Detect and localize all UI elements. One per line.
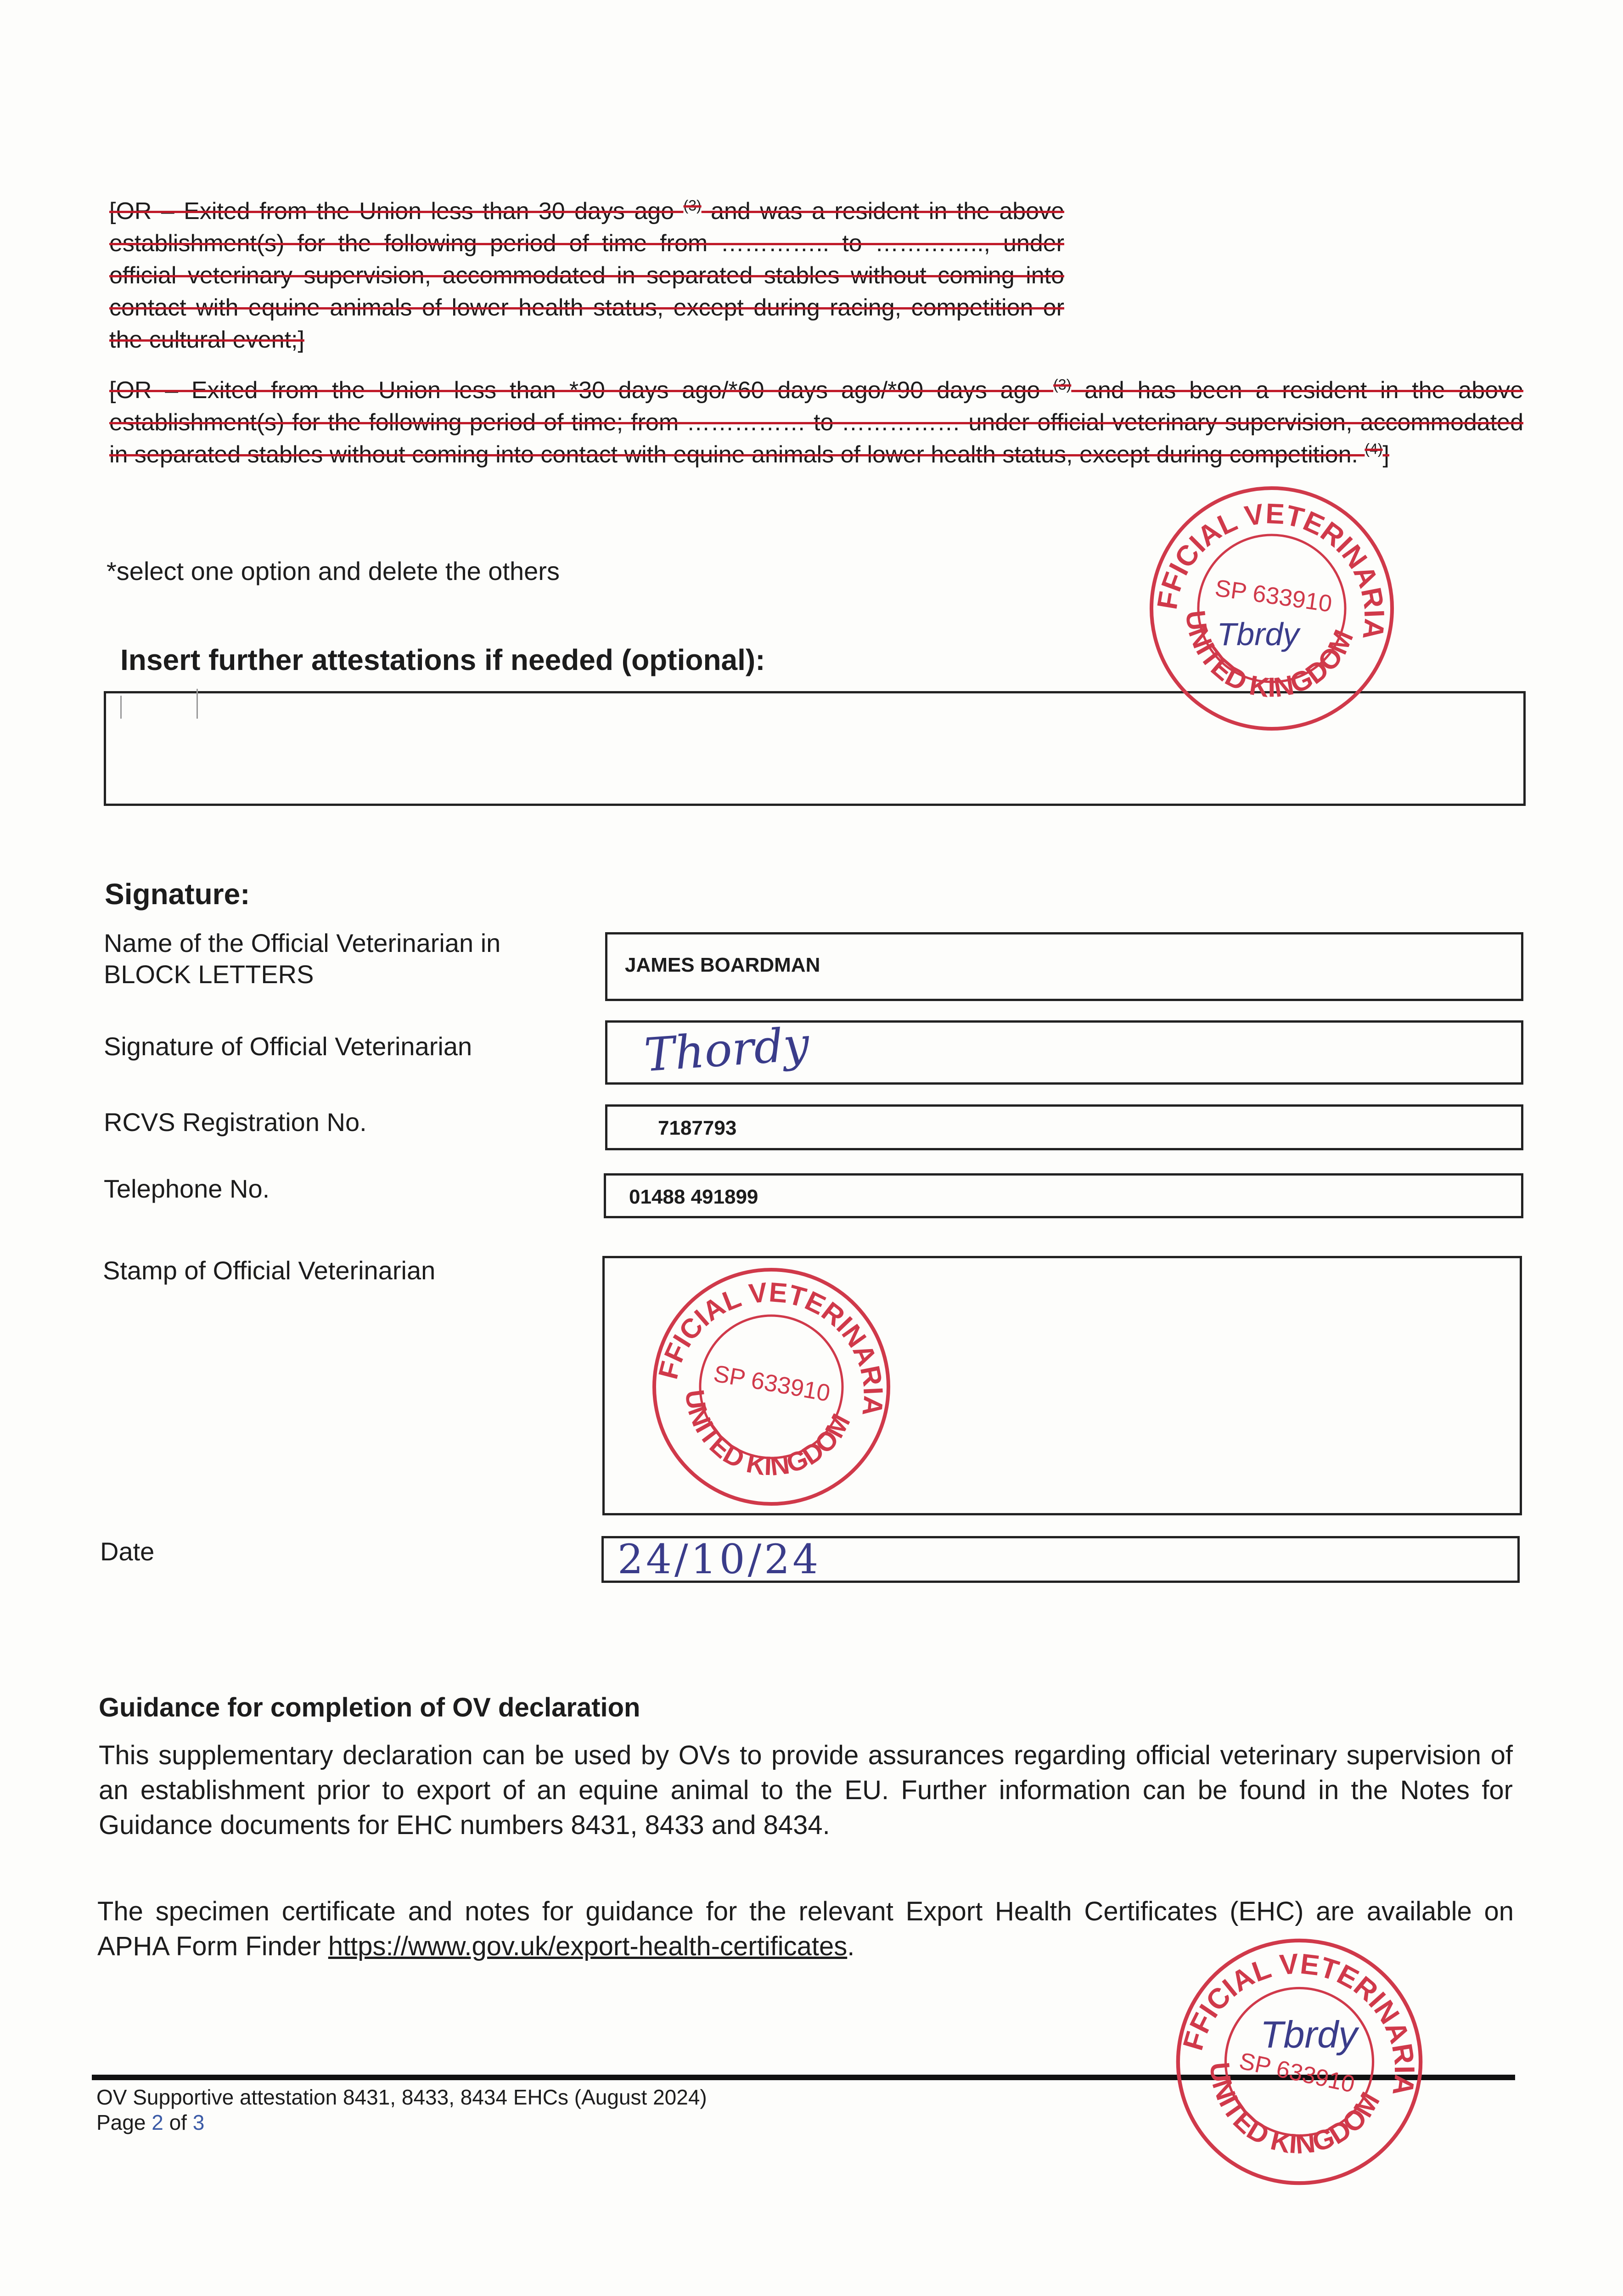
struck-text: [OR – Exited from the Union less than 30 days ago: [109, 198, 684, 225]
struck-text: and was a resident in the above establishment(s) for the following period of time from ………….. to ………….., under official veterinary supervision, accommodated in separated stables without coming into contact with equine animals of lower health status, except during racing, competition or the cultural event;]: [109, 198, 1065, 353]
signature-heading: Signature:: [105, 878, 250, 911]
telephone-field[interactable]: [604, 1173, 1523, 1218]
form-finder-link[interactable]: https://www.gov.uk/export-health-certificates: [328, 1931, 848, 1961]
ov-stamp-box: [643, 1258, 900, 1515]
stamp-label: Stamp of Official Veterinarian: [103, 1256, 436, 1285]
ov-signature-label: Signature of Official Veterinarian: [104, 1032, 472, 1061]
struck-text: and has been a resident in the above establishment(s) for the following period of time; from …………… to …………… under official veterinary supervision, accommodated in separated stables without coming into contact with equine animals of lower health status, except during competition.: [109, 377, 1523, 468]
ov-name-value: JAMES BOARDMAN: [625, 954, 820, 976]
struck-text: [OR – Exited from the Union less than *30 days ago/*60 days ago/*90 days ago: [109, 377, 1054, 404]
footer-title: OV Supportive attestation 8431, 8433, 8434 EHCs (August 2024): [96, 2085, 707, 2109]
date-value: 24/10/24: [618, 1536, 821, 1583]
stamp-number: SP 633910: [1213, 574, 1334, 618]
struck-paragraph-30-60-90-days: [109, 374, 1523, 471]
stamp-bottom-text: UNITED KINGDOM: [1179, 608, 1359, 703]
rcvs-field[interactable]: [605, 1104, 1523, 1150]
text-cursor-mark: [197, 689, 198, 719]
ov-name-field[interactable]: [605, 932, 1523, 1001]
telephone-label: Telephone No.: [104, 1174, 270, 1203]
text-cursor-mark: [120, 696, 122, 719]
stamp-top-text: OFFICIAL VETERINARIAN: [652, 1276, 889, 1418]
stamp-bottom-text: UNITED KINGDOM: [1204, 2061, 1386, 2160]
date-field[interactable]: [601, 1536, 1520, 1583]
guidance-text: .: [847, 1931, 855, 1961]
struck-paragraph-30-days: [109, 195, 1064, 356]
date-label: Date: [100, 1537, 155, 1566]
further-attestations-heading: Insert further attestations if needed (optional):: [120, 643, 765, 676]
stamp-number: SP 633910: [1237, 2047, 1357, 2098]
rcvs-value: 7187793: [658, 1117, 737, 1139]
ov-stamp-footer: [1166, 1929, 1432, 2195]
stamp-top-text: OFFICIAL VETERINARIAN: [1177, 1948, 1421, 2098]
page-total: 3: [192, 2110, 205, 2134]
ov-stamp-top: [1143, 480, 1400, 737]
stamp-number: SP 633910: [711, 1360, 832, 1407]
stamp-initials: Tbrdy: [1217, 616, 1299, 652]
footnote-ref: (3): [1053, 376, 1072, 393]
guidance-heading: Guidance for completion of OV declaration: [99, 1693, 640, 1722]
stamp-top-text: OFFICIAL VETERINARIAN: [1151, 498, 1391, 642]
stamp-initials: Tbrdy: [1260, 2013, 1358, 2056]
footnote-ref: (4): [1365, 440, 1383, 457]
footnote-ref: (3): [683, 197, 702, 214]
footer-page: [96, 2110, 204, 2135]
page-word: Page: [96, 2110, 152, 2134]
telephone-value: 01488 491899: [629, 1186, 758, 1208]
select-option-note: *select one option and delete the others: [107, 557, 560, 585]
of-word: of: [163, 2110, 193, 2134]
struck-text: ]: [1382, 441, 1389, 468]
rcvs-label: RCVS Registration No.: [104, 1108, 367, 1137]
page-number: 2: [152, 2110, 163, 2134]
ov-signature-field[interactable]: [605, 1017, 1523, 1085]
ov-signature-value: Thordy: [642, 1017, 811, 1082]
ov-name-label: Name of the Official Veterinarian in BLOCK LETTERS: [104, 929, 501, 989]
guidance-paragraph-1: This supplementary declaration can be used by OVs to provide assurances regarding official veterinary supervision of an establishment prior to export of an equine animal to the EU. Further information can be found in the Notes for Guidance documents for EHC numbers 8431, 8433 and 8434.: [99, 1740, 1513, 1840]
guidance-text: The specimen certificate and notes for guidance for the relevant Export Health Certificates (EHC) are available on APHA Form Finder: [97, 1896, 1514, 1961]
stamp-bottom-text: UNITED KINGDOM: [679, 1388, 856, 1482]
